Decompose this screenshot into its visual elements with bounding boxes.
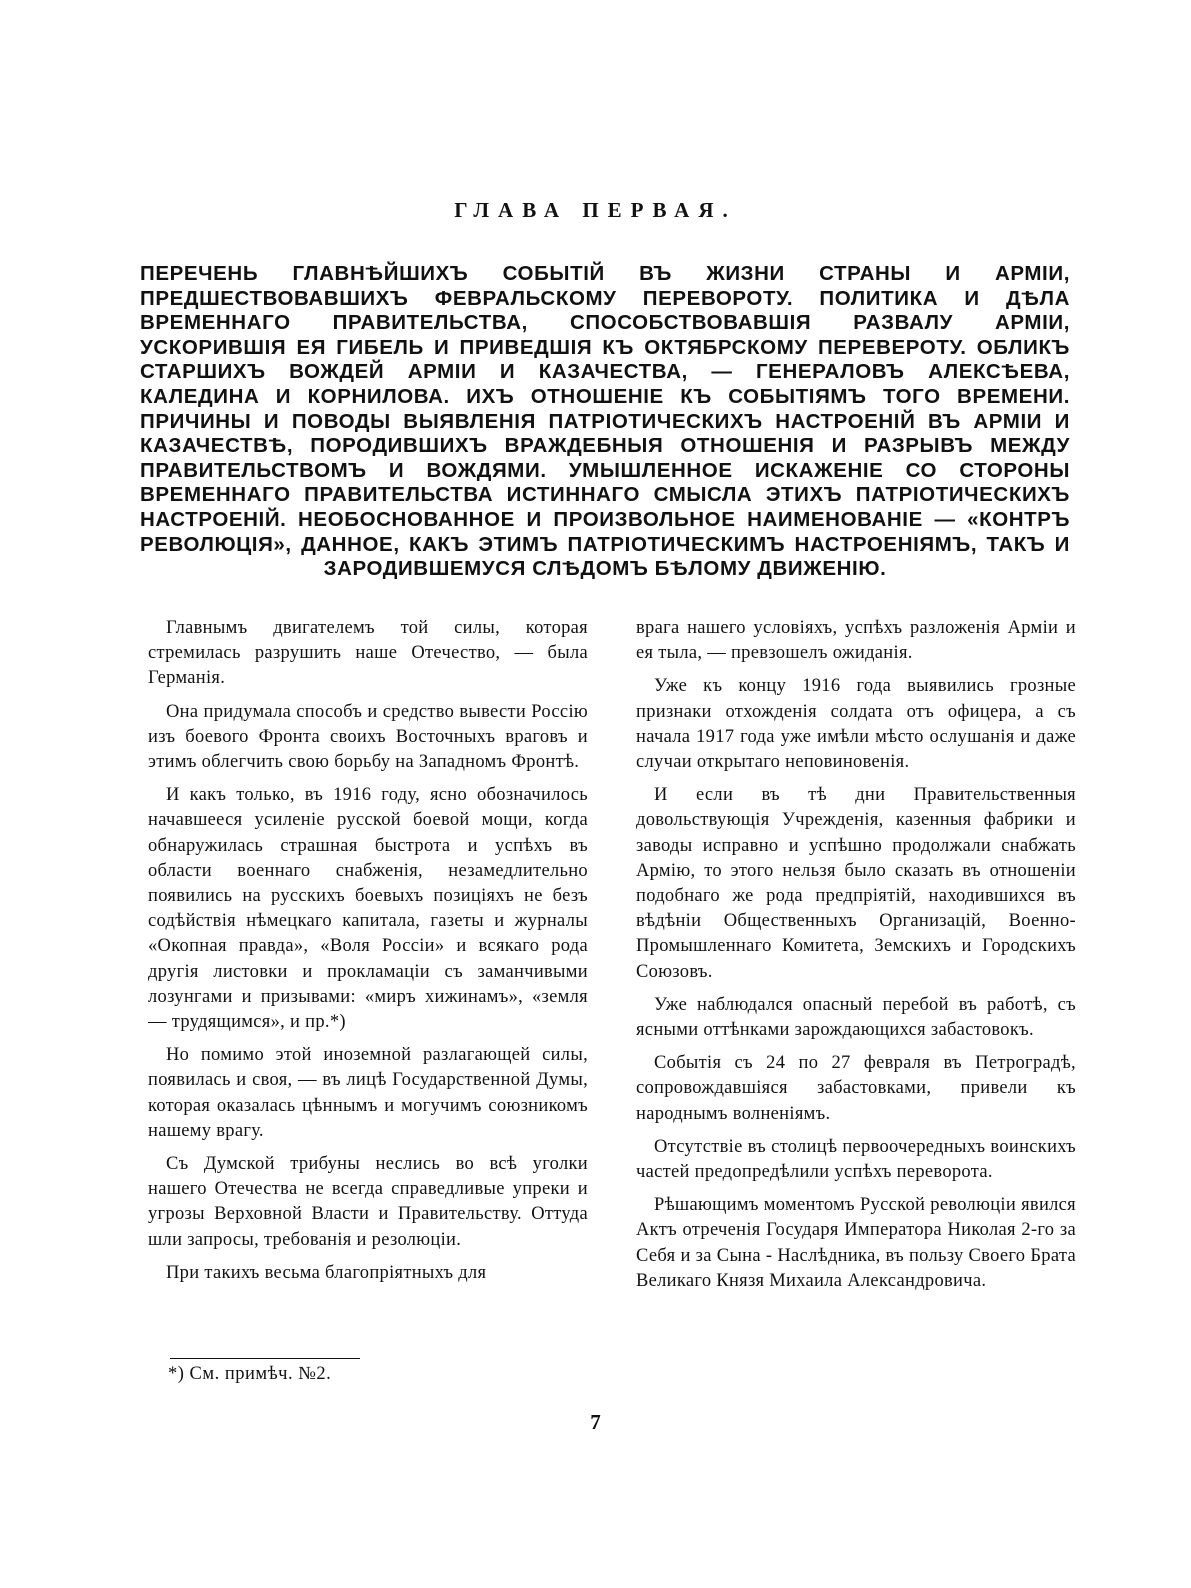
paragraph: Она придумала способъ и средство вывести Россію изъ боевого Фронта своихъ Восточныхъ враговъ и этимъ облегчить свою борьбу на Западномъ Фронтѣ. (148, 701, 588, 773)
paragraph: И какъ только, въ 1916 году, ясно обозначилось начавшееся усиленіе русской боевой мощи, когда обнаружилась страшная быстрота и успѣхъ въ области военнаго снабженія, незамедлительно появились на русскихъ боевыхъ позиціяхъ не безъ содѣйствія нѣмецкаго капитала, газеты и журналы «Окопная правда», «Воля Россіи» и всякаго рода другія листовки и прокламаціи съ заманчивыми лозунгами и призывами: «миръ хижинамъ», «земля — трудящимся», и пр.*) (148, 785, 588, 1033)
page-number: 7 (590, 1410, 601, 1434)
footnote-divider (170, 1358, 360, 1359)
paragraph: Главнымъ двигателемъ той силы, которая стремилась разрушить наше Отечество, — была Германія. (148, 618, 588, 689)
paragraph: И если въ тѣ дни Правительственныя довольствующія Учрежденія, казенныя фабрики и заводы исправно и успѣшно продолжали снабжать Армію, то этого нельзя было сказать въ отношеніи подобнаго же рода предпріятій, находившихся въ вѣдѣніи Общественныхъ Организацій, Военно-Промышленнаго Комитета, Земскихъ и Городскихъ Союзовъ. (636, 785, 1076, 982)
paragraph: Уже наблюдался опасный перебой въ работѣ, съ ясными оттѣнками зарождающихся забастовокъ. (636, 994, 1076, 1041)
paragraph: Уже къ концу 1916 года выявились грозные признаки отхожденія солдата отъ офицера, а съ начала 1917 года уже имѣли мѣсто ослушанія и даже случаи открытаго неповиновенія. (636, 676, 1076, 773)
paragraph-continued: врага нашего условіяхъ, успѣхъ разложенія Арміи и ея тыла, — превзошелъ ожиданія. (636, 618, 1076, 664)
paragraph: Съ Думской трибуны неслись во всѣ уголки нашего Отечества не всегда справедливые упреки и угрозы Верховной Власти и Правительству. Оттуда шли запросы, требованія и резолюціи. (148, 1154, 588, 1250)
footnote: *) См. примѣч. №2. (168, 1364, 332, 1384)
paragraph: Отсутствіе въ столицѣ первоочередныхъ воинскихъ частей предопредѣлили успѣхъ переворота. (636, 1136, 1076, 1183)
right-column (636, 616, 1076, 1302)
paragraph: Но помимо этой иноземной разлагающей силы, появилась и своя, — въ лицѣ Государственной Думы, которая оказалась цѣннымъ и могучимъ союзникомъ нашему врагу. (148, 1045, 588, 1141)
chapter-title: ГЛАВА ПЕРВАЯ. (454, 198, 737, 222)
left-column (148, 616, 588, 1294)
chapter-summary: ПЕРЕЧЕНЬ ГЛАВНѢЙШИХЪ СОБЫТІЙ ВЪ ЖИЗНИ СТРАНЫ И АРМІИ, ПРЕДШЕСТВОВАВШИХЪ ФЕВРАЛЬСКОМУ ПЕРЕВОРОТУ. ПОЛИТИКА И ДѢЛА ВРЕМЕННАГО ПРАВИТЕЛЬСТВА, СПОСОБСТВОВАВШІЯ РАЗВАЛУ АРМІИ, УСКОРИВШІЯ ЕЯ ГИБЕЛЬ И ПРИВЕДШІЯ КЪ ОКТЯБРСКОМУ ПЕРЕВЕРОТУ. ОБЛИКЪ СТАРШИХЪ ВОЖДЕЙ АРМІИ И КАЗАЧЕСТВА, — ГЕНЕРАЛОВЪ АЛЕКСѢЕВА, КАЛЕДИНА И КОРНИЛОВА. ИХЪ ОТНОШЕНІЕ КЪ СОБЫТІЯМЪ ТОГО ВРЕМЕНИ. ПРИЧИНЫ И ПОВОДЫ ВЫЯВЛЕНІЯ ПАТРІОТИЧЕСКИХЪ НАСТРОЕНІЙ ВЪ АРМІИ И КАЗАЧЕСТВѢ, ПОРОДИВШИХЪ ВРАЖДЕБНЫЯ ОТНОШЕНІЯ И РАЗРЫВЪ МЕЖДУ ПРАВИТЕЛЬСТВОМЪ И ВОЖДЯМИ. УМЫШЛЕННОЕ ИСКАЖЕНІЕ СО СТОРОНЫ ВРЕМЕННАГО ПРАВИТЕЛЬСТВА ИСТИННАГО СМЫСЛА ЭТИХЪ ПАТРІОТИЧЕСКИХЪ НАСТРОЕНІЙ. НЕОБОСНОВАННОЕ И ПРОИЗВОЛЬНОЕ НАИМЕНОВАНІЕ — «КОНТРЪ РЕВОЛЮЦІЯ», ДАННОЕ, КАКЪ ЭТИМЪ ПАТРІОТИЧЕСКИМЪ НАСТРОЕНІЯМЪ, ТАКЪ И ЗАРОДИВШЕМУСЯ СЛѢДОМЪ БѢЛОМУ ДВИЖЕНІЮ. (140, 262, 1070, 581)
paragraph: Событія съ 24 по 27 февраля въ Петроградѣ, сопровождавшіяся забастовками, привели къ народнымъ волненіямъ. (636, 1053, 1076, 1124)
paragraph: Рѣшающимъ моментомъ Русской революціи явился Актъ отреченія Государя Императора Николая 2-го за Себя и за Сына - Наслѣдника, въ пользу Своего Брата Великаго Князя Михаила Александровича. (636, 1195, 1076, 1291)
paragraph: При такихъ весьма благопріятныхъ для (166, 1262, 487, 1283)
